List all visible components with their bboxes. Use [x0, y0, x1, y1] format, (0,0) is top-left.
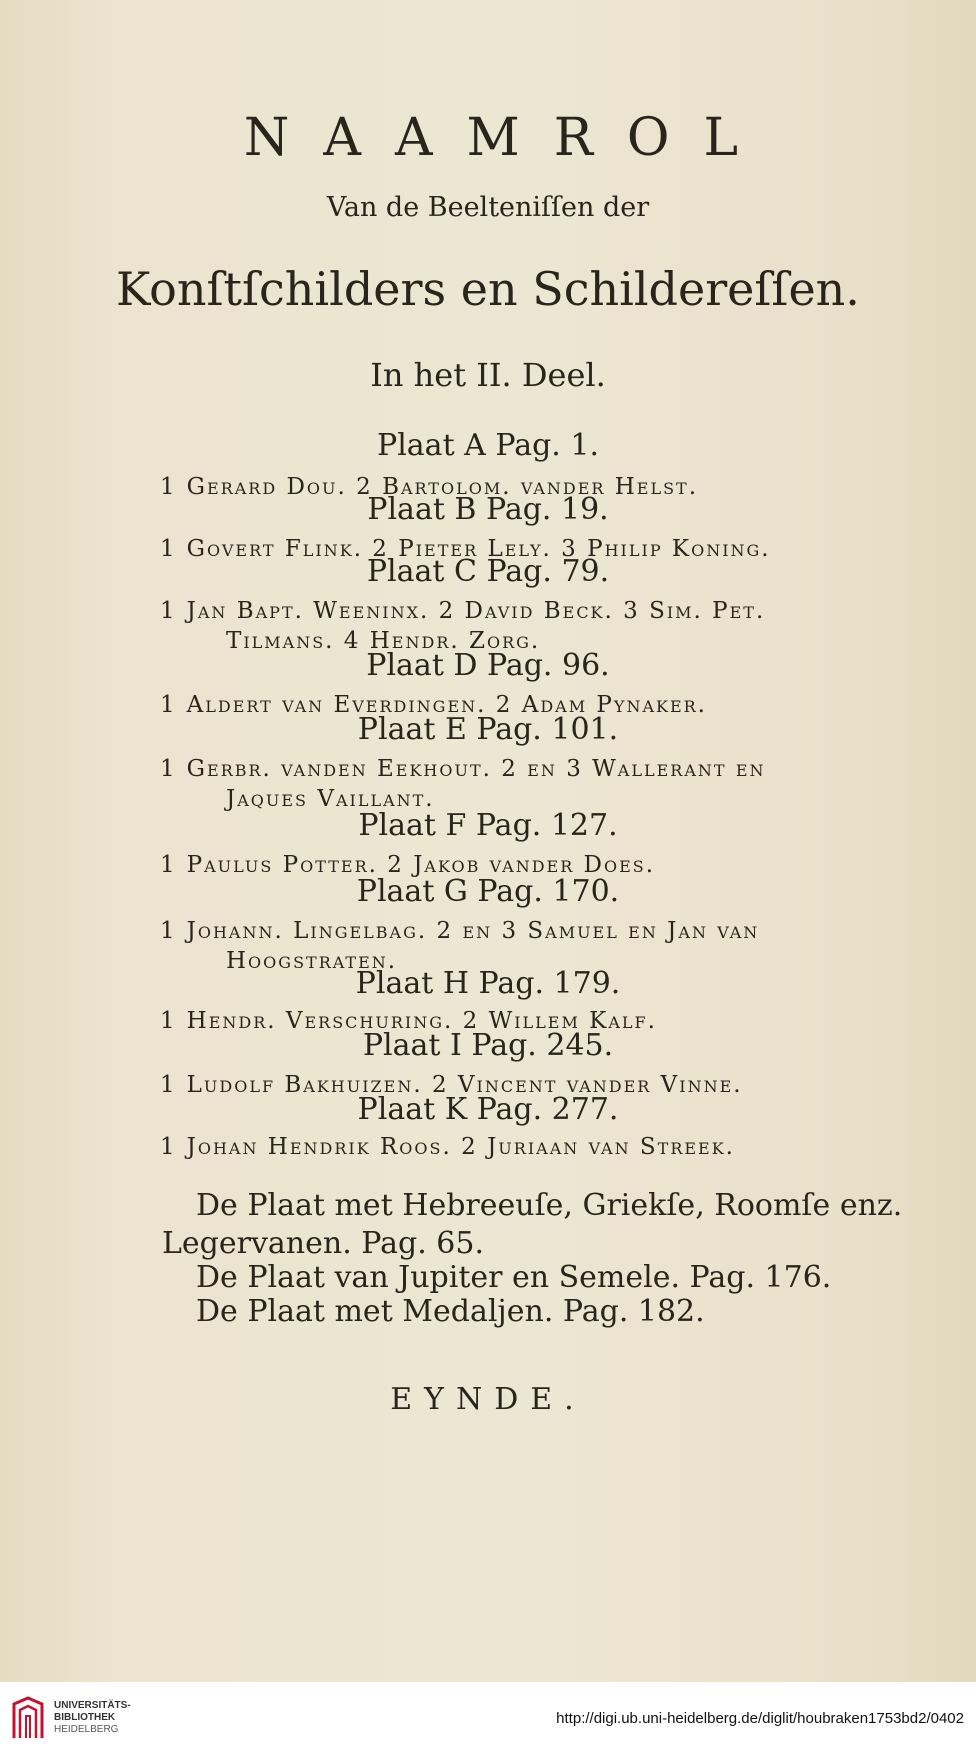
- note-line: Legervanen. Pag. 65.: [162, 1226, 484, 1261]
- note-line: De Plaat met Hebreeuſe, Griekſe, Roomſe enz.: [196, 1188, 903, 1223]
- plate-label: Plaat I Pag. 245.: [362, 1028, 614, 1063]
- plate-label: Plaat C Pag. 79.: [366, 554, 610, 589]
- plate-label: Plaat G Pag. 170.: [356, 874, 620, 909]
- plate-entry: 1 Gerbr. vanden Eekhout. 2 en 3 Wallerant en: [160, 756, 766, 782]
- plate-entry: 1 Johan Hendrik Roos. 2 Juriaan van Streek.: [160, 1134, 735, 1160]
- source-url[interactable]: http://digi.ub.uni-heidelberg.de/diglit/houbraken1753bd2/0402: [556, 1710, 964, 1727]
- footer-bar: [0, 1682, 976, 1754]
- plate-entry: 1 Govert Flink. 2 Pieter Lely. 3 Philip Koning.: [160, 536, 771, 562]
- page-heading: Konſtſchilders en Schildereſſen.: [116, 262, 860, 316]
- end-mark: EYNDE.: [390, 1382, 586, 1417]
- plate-entry: 1 Hendr. Verschuring. 2 Willem Kalf.: [160, 1008, 657, 1034]
- plate-label: Plaat H Pag. 179.: [355, 966, 621, 1001]
- plate-entry-continued: Jaques Vaillant.: [226, 786, 435, 812]
- plate-label: Plaat D Pag. 96.: [366, 648, 610, 683]
- plate-label: Plaat K Pag. 277.: [357, 1092, 619, 1127]
- plate-entry: 1 Gerard Dou. 2 Bartolom. vander Helst.: [160, 474, 699, 500]
- note-line: De Plaat met Medaljen. Pag. 182.: [196, 1294, 705, 1329]
- plate-entry: 1 Jan Bapt. Weeninx. 2 David Beck. 3 Sim. Pet.: [160, 598, 766, 624]
- plate-label: Plaat B Pag. 19.: [367, 492, 609, 527]
- plate-label: Plaat E Pag. 101.: [357, 712, 619, 747]
- plate-label: Plaat A Pag. 1.: [377, 428, 599, 463]
- plate-label: Plaat F Pag. 127.: [358, 808, 618, 843]
- plate-entry: 1 Aldert van Everdingen. 2 Adam Pynaker.: [160, 692, 707, 718]
- plate-entry-continued: Tilmans. 4 Hendr. Zorg.: [226, 628, 541, 654]
- library-logo-text: UNIVERSITÄTS- BIBLIOTHEK HEIDELBERG: [54, 1700, 131, 1735]
- library-logo-icon: [10, 1694, 46, 1742]
- note-line: De Plaat van Jupiter en Semele. Pag. 176.: [196, 1260, 832, 1295]
- plate-entry-continued: Hoogstraten.: [226, 948, 398, 974]
- plate-entry: 1 Ludolf Bakhuizen. 2 Vincent vander Vinne.: [160, 1072, 743, 1098]
- page-subtitle: Van de Beelteniſſen der: [326, 192, 650, 223]
- volume-label: In het II. Deel.: [370, 356, 606, 394]
- plate-entry: 1 Johann. Lingelbag. 2 en 3 Samuel en Jan van: [160, 918, 760, 944]
- plate-entry: 1 Paulus Potter. 2 Jakob vander Does.: [160, 852, 656, 878]
- page-title: NAAMROL: [243, 108, 773, 168]
